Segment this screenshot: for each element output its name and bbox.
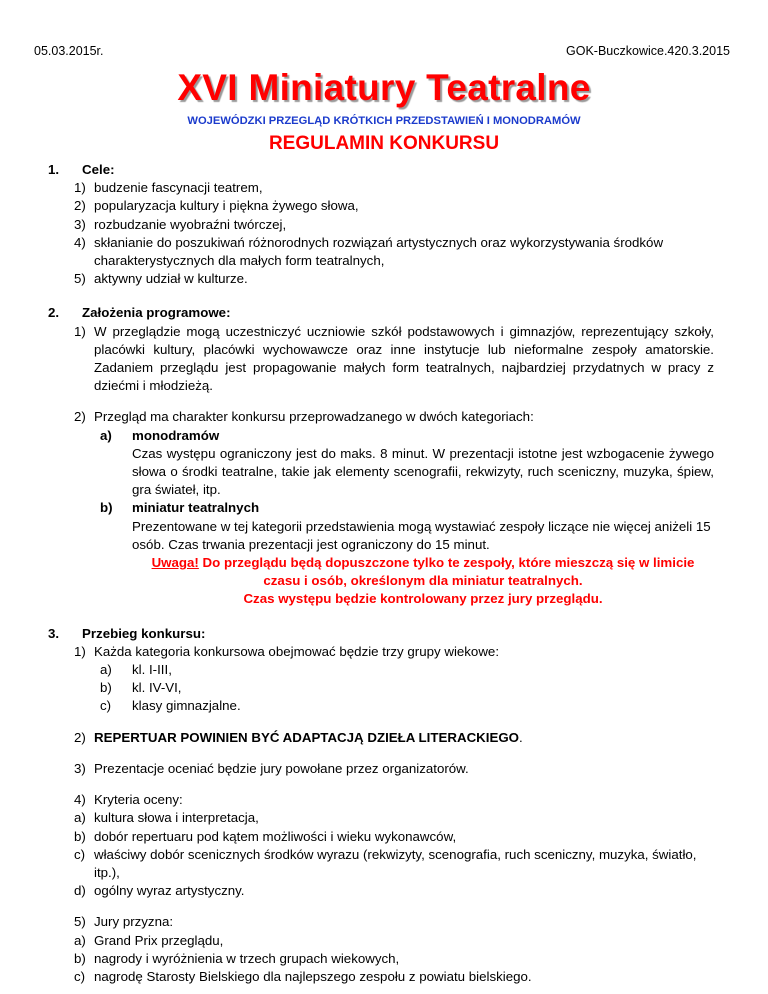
- section-title: Przebieg konkursu:: [82, 625, 206, 641]
- paragraph-text: Jury przyzna:: [94, 914, 174, 930]
- warning-text: Do przeglądu będą dopuszczone tylko te zespoły, które mieszczą się w limicie: [198, 555, 695, 571]
- paragraph: [52, 729, 714, 747]
- item-number: 1): [74, 180, 86, 196]
- document-body: [48, 161, 714, 986]
- item-number: 2): [74, 198, 86, 214]
- document-date: 05.03.2015r.: [34, 44, 104, 58]
- list-item: [52, 697, 714, 715]
- paragraph: [52, 913, 714, 931]
- list-item: [52, 809, 714, 827]
- category-heading: [52, 427, 714, 445]
- item-number: 3): [74, 216, 86, 232]
- item-text: Grand Prix przeglądu,: [94, 932, 224, 948]
- paragraph-text: Przegląd ma charakter konkursu przeprowadzanego w dwóch kategoriach:: [94, 409, 534, 425]
- item-number: 1): [74, 643, 86, 659]
- document-heading: REGULAMIN KONKURSU: [268, 133, 500, 154]
- item-number: 3): [74, 760, 86, 776]
- list-item: [52, 968, 714, 986]
- paragraph-text: REPERTUAR POWINIEN BYĆ ADAPTACJĄ DZIEŁA LITERACKIEGO: [94, 729, 520, 745]
- header-line: [34, 42, 730, 60]
- list-item: [52, 828, 714, 846]
- paragraph: [52, 760, 714, 778]
- item-text: kl. I-III,: [132, 662, 172, 678]
- paragraph: [52, 408, 714, 426]
- item-number: 5): [74, 914, 86, 930]
- warning-text: czasu i osób, określonym dla miniatur teatralnych.: [263, 573, 583, 589]
- section-title: Założenia programowe:: [82, 305, 231, 321]
- section-number: 3.: [48, 625, 60, 641]
- item-number: 2): [74, 729, 86, 745]
- item-letter: b): [74, 950, 86, 966]
- item-letter: a): [74, 932, 86, 948]
- item-text: klasy gimnazjalne.: [132, 698, 241, 714]
- item-text: nagrodę Starosty Bielskiego dla najlepszego zespołu z powiatu bielskiego.: [94, 968, 532, 984]
- item-text: nagrody i wyróżnienia w trzech grupach wiekowych,: [94, 950, 400, 966]
- category-description: Prezentowane w tej kategorii przedstawienia mogą wystawiać zespoły liczące nie więcej aniżeli 15 osób. Czas trwania prezentacji jest ograniczony do 15 minut.: [132, 518, 711, 552]
- category-description: Czas występu ograniczony jest do maks. 8 minut. W prezentacji istotne jest wzbogacenie żywego słowa o środki teatralne, takie jak elementy scenografii, rekwizyty, ruch sceniczny, muzyka, śpiew, gra świateł, itp.: [132, 445, 714, 498]
- paragraph-text: W przeglądzie mogą uczestniczyć uczniowie szkół podstawowych i gimnazjów, reprezentujący szkoły, placówki kultury, placówki wychowawcze oraz inne instytucje lub nieformalne zespoły amatorskie. Zadaniem przeglądu jest propagowanie małych form teatralnych, najbardziej przydatnych w pracy z dziećmi i młodzieżą.: [94, 323, 714, 394]
- item-letter: a): [100, 662, 112, 678]
- item-number: 1): [74, 323, 86, 339]
- list-item: [52, 846, 714, 882]
- page-title: XVI Miniatury Teatralne: [177, 67, 591, 108]
- item-number: 5): [74, 271, 86, 287]
- page-subtitle: WOJEWÓDZKI PRZEGLĄD KRÓTKICH PRZEDSTAWIEŃ I MONODRAMÓW: [187, 115, 581, 127]
- list-item: [52, 950, 714, 968]
- item-text: budzenie fascynacji teatrem,: [94, 180, 263, 196]
- item-letter: d): [74, 883, 86, 899]
- paragraph-text: Prezentacje oceniać będzie jury powołane przez organizatorów.: [94, 760, 469, 776]
- list-item: [52, 234, 714, 270]
- document-reference: GOK-Buczkowice.420.3.2015: [566, 44, 730, 58]
- item-letter: a): [100, 427, 112, 443]
- list-item: [52, 179, 714, 197]
- item-number: 4): [74, 234, 86, 250]
- list-item: [52, 197, 714, 215]
- list-item: [52, 882, 714, 900]
- section-title: Cele:: [82, 162, 115, 177]
- paragraph-suffix: .: [519, 729, 523, 745]
- item-letter: a): [74, 810, 86, 826]
- category-heading: [52, 499, 714, 517]
- category-title: monodramów: [132, 427, 220, 443]
- paragraph: [52, 323, 714, 396]
- section-heading-assumptions: [48, 304, 714, 322]
- warning-note: [52, 554, 714, 609]
- item-text: ogólny wyraz artystyczny.: [94, 883, 245, 899]
- list-item: [52, 270, 714, 288]
- item-number: 4): [74, 792, 86, 808]
- item-number: 2): [74, 409, 86, 425]
- item-letter: c): [74, 968, 86, 984]
- item-text: dobór repertuaru pod kątem możliwości i wieku wykonawców,: [94, 828, 457, 844]
- item-letter: b): [100, 680, 112, 696]
- warning-text: Czas występu będzie kontrolowany przez jury przeglądu.: [243, 591, 603, 607]
- paragraph-text: Każda kategoria konkursowa obejmować będzie trzy grupy wiekowe:: [94, 643, 500, 659]
- warning-label: Uwaga!: [151, 555, 199, 571]
- item-letter: b): [100, 500, 113, 516]
- item-text: kultura słowa i interpretacja,: [94, 810, 259, 826]
- item-text: popularyzacja kultury i piękna żywego słowa,: [94, 198, 359, 214]
- section-number: 1.: [48, 162, 60, 177]
- item-letter: c): [100, 698, 112, 714]
- item-text: rozbudzanie wyobraźni twórczej,: [94, 216, 287, 232]
- item-text: skłanianie do poszukiwań różnorodnych rozwiązań artystycznych oraz wykorzystywania środków charakterystycznych dla małych form teatralnych,: [94, 234, 664, 269]
- list-item: [52, 932, 714, 950]
- item-letter: c): [74, 846, 86, 862]
- section-heading-course: [48, 625, 714, 643]
- item-text: kl. IV-VI,: [132, 680, 182, 696]
- list-item: [52, 679, 714, 697]
- section-number: 2.: [48, 305, 60, 321]
- item-text: aktywny udział w kulturze.: [94, 271, 248, 287]
- list-item: [52, 216, 714, 234]
- paragraph: [52, 643, 714, 661]
- category-title: miniatur teatralnych: [132, 500, 260, 516]
- list-item: [52, 661, 714, 679]
- paragraph-text: Kryteria oceny:: [94, 792, 183, 808]
- item-text: właściwy dobór scenicznych środków wyrazu (rekwizyty, scenografia, ruch sceniczny, muzyka, światło, itp.),: [94, 846, 697, 880]
- section-heading-goals: [48, 161, 714, 179]
- paragraph: [52, 791, 714, 809]
- item-letter: b): [74, 828, 86, 844]
